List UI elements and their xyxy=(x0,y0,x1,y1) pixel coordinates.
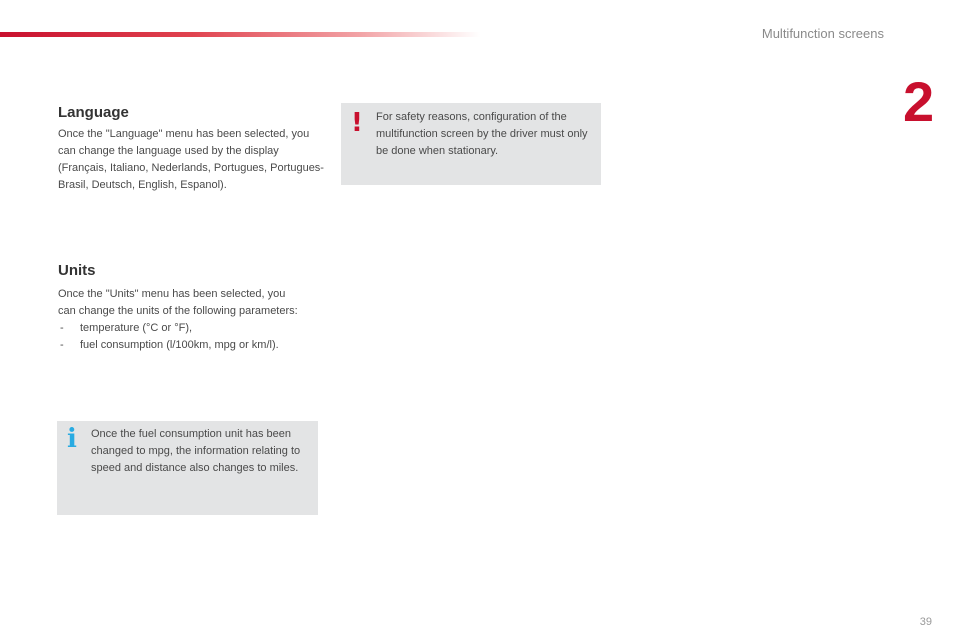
info-box xyxy=(57,421,318,515)
units-body xyxy=(58,286,303,354)
language-heading: Language xyxy=(58,104,129,121)
chapter-number: 2 xyxy=(903,70,935,133)
info-icon: i xyxy=(67,424,77,454)
units-list xyxy=(58,320,303,354)
list-item: - fuel consumption (l/100km, mpg or km/l). xyxy=(58,337,303,354)
units-intro: Once the "Units" menu has been selected, you can change the units of the following parameters: xyxy=(58,288,298,317)
warning-box-text: For safety reasons, configuration of the multifunction screen by the driver must only be done when stationary. xyxy=(376,111,588,157)
chapter-title: Multifunction screens xyxy=(761,26,884,41)
units-heading: Units xyxy=(58,262,96,279)
page-number: 39 xyxy=(919,616,932,628)
list-item: - temperature (°C or °F), xyxy=(58,320,303,337)
header-accent-bar xyxy=(0,32,480,37)
language-body: Once the "Language" menu has been selected, you can change the language used by the display (Français, Italiano, Nederlands, Portugues, Portugues-Brasil, Deutsch, English, Espanol). xyxy=(58,128,324,191)
info-box-text: Once the fuel consumption unit has been changed to mpg, the information relating to speed and distance also changes to miles. xyxy=(91,428,301,474)
warning-box xyxy=(341,103,601,185)
warning-icon: ! xyxy=(351,108,363,138)
